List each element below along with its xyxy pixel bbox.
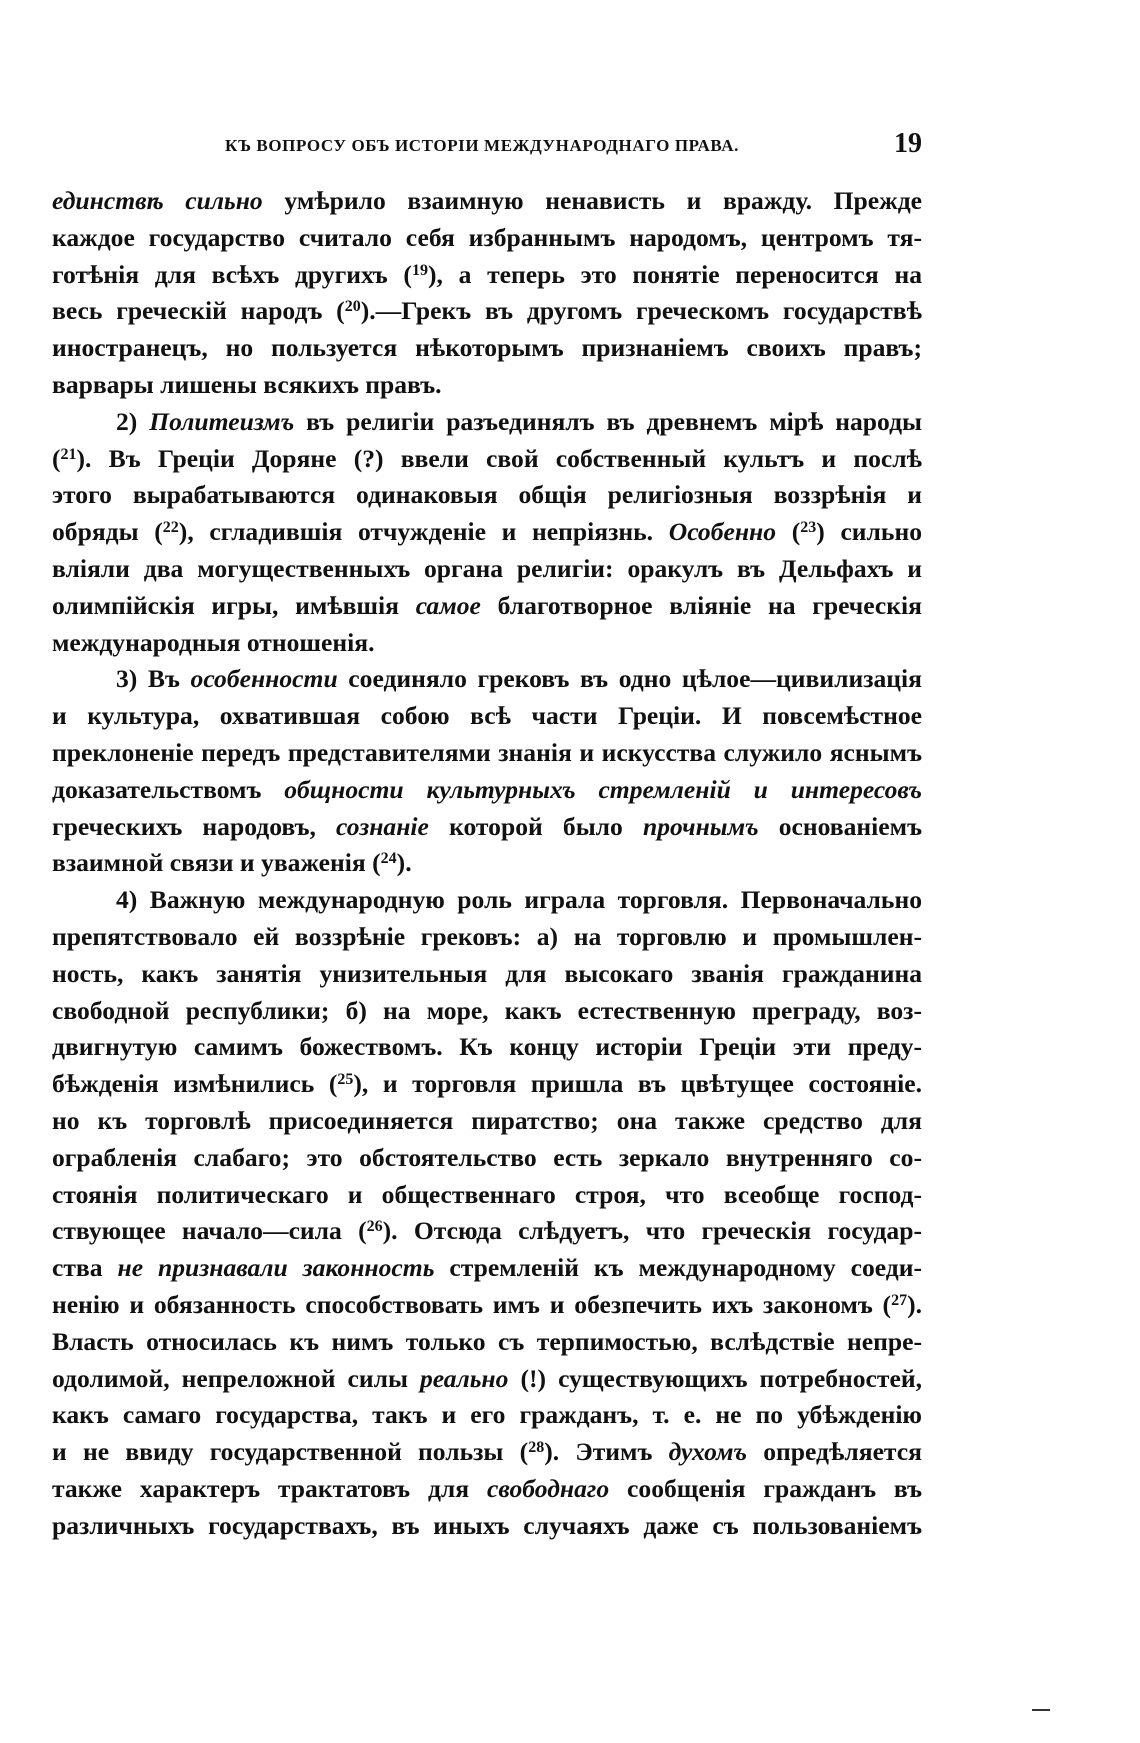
- text-run: ).: [396, 848, 412, 878]
- footnote-ref: 28: [528, 1439, 545, 1457]
- emphasis: Политеизмъ: [149, 406, 295, 436]
- page-number: 19: [894, 128, 922, 159]
- text-run: (: [52, 443, 61, 473]
- text-run: которой было: [428, 811, 643, 841]
- text-run: взаимной связи и уваженія (: [52, 848, 381, 878]
- footnote-ref: 25: [337, 1071, 354, 1089]
- emphasis: общности культурныхъ стремленій и интересовъ: [284, 774, 922, 804]
- text-run: ), и торговля пришла въ цвѣтущее состояніе.: [353, 1069, 922, 1099]
- running-head-title: КЪ ВОПРОСУ ОБЪ ИСТОРІИ МЕЖДУНАРОДНАГО ПРАВА.: [225, 136, 739, 155]
- text-line: [52, 661, 922, 698]
- running-head: [52, 128, 922, 168]
- text-run: ства: [52, 1253, 118, 1283]
- text-line: ность, какъ занятія унизительныя для высокаго званія гражданина: [52, 958, 922, 988]
- text-line: [52, 1066, 922, 1103]
- footnote-ref: 20: [344, 298, 361, 316]
- text-line: международныя отношенія.: [52, 627, 375, 657]
- text-line: преклоненіе передъ представителями знанія и искусства служило яснымъ: [52, 737, 922, 767]
- scan-mark: [1032, 1709, 1050, 1711]
- paragraph-4: [52, 882, 922, 1544]
- text-line: [52, 441, 922, 478]
- text-line: двигнутую самимъ божествомъ. Къ концу исторіи Греціи эти преду-: [52, 1032, 922, 1062]
- text-run: стремленій къ международному соеди-: [434, 1253, 922, 1283]
- text-line: ограбленія слабаго; это обстоятельство есть зеркало внутренняго со-: [52, 1142, 922, 1172]
- text-line: этого вырабатываются одинаковыя общія религіозныя воззрѣнія и: [52, 480, 922, 510]
- text-run: основаніемъ: [758, 811, 923, 841]
- text-line: [52, 1250, 922, 1287]
- emphasis: не признавали законность: [117, 1253, 435, 1283]
- text-line: [52, 257, 922, 294]
- text-run: готѣнія для всѣхъ другихъ (: [52, 259, 412, 289]
- footnote-ref: 27: [891, 1291, 908, 1309]
- text-line: [52, 845, 922, 882]
- text-line: но къ торговлѣ присоединяется пиратство; она также средство для: [52, 1105, 922, 1135]
- text-run: въ религіи разъединялъ въ древнемъ мірѣ народы: [294, 406, 923, 436]
- text-line: вліяли два могущественныхъ органа религіи: оракулъ въ Дельфахъ и: [52, 553, 922, 583]
- text-run: обряды (: [52, 517, 163, 547]
- footnote-ref: 23: [800, 519, 817, 537]
- text-line: [52, 293, 922, 330]
- text-line: [52, 1287, 922, 1324]
- emphasis: единствѣ сильно: [52, 186, 263, 215]
- emphasis: самое: [415, 590, 481, 620]
- text-line: иностранецъ, но пользуется нѣкоторымъ признаніемъ своихъ правъ;: [52, 333, 922, 363]
- text-run: ствующее начало—сила (: [52, 1216, 367, 1246]
- text-run: (!) существующихъ потребностей,: [508, 1363, 922, 1393]
- body-text: [52, 183, 922, 1544]
- text-run: ).—Грекъ въ другомъ греческомъ государствѣ: [360, 296, 922, 326]
- paragraph-1: [52, 183, 922, 404]
- text-line: [52, 588, 922, 625]
- text-line: [52, 183, 922, 220]
- emphasis: свободнаго: [487, 1473, 610, 1503]
- paragraph-2: [52, 404, 922, 662]
- emphasis: духомъ: [668, 1437, 748, 1467]
- text-line: свободной республики; б) на море, какъ естественную преграду, воз-: [52, 995, 922, 1025]
- text-line: [52, 1471, 922, 1508]
- text-run: ). Этимъ: [544, 1437, 669, 1467]
- text-run: (: [776, 517, 801, 547]
- text-run: сообщенія гражданъ въ: [609, 1473, 922, 1503]
- text-line: какъ самаго государства, такъ и его гражданъ, т. е. не по убѣжденію: [52, 1400, 922, 1430]
- emphasis: прочнымъ: [643, 811, 759, 841]
- text-run: благотворное вліяніе на греческія: [480, 590, 922, 620]
- text-run: доказательствомъ: [52, 774, 285, 804]
- footnote-ref: 21: [60, 445, 77, 463]
- text-run: 3) Въ: [116, 664, 191, 694]
- text-run: одолимой, непреложной силы: [52, 1363, 420, 1393]
- emphasis: реально: [419, 1363, 509, 1393]
- text-line: различныхъ государствахъ, въ иныхъ случаяхъ даже съ пользованіемъ: [52, 1510, 922, 1540]
- text-line: [52, 404, 922, 441]
- text-line: препятствовало ей воззрѣніе грековъ: а) на торговлю и промышлен-: [52, 921, 922, 951]
- text-line: [52, 514, 922, 551]
- text-run: умѣрило взаимную ненависть и вражду. Прежде: [262, 186, 923, 215]
- text-run: олимпійскія игры, имѣвшія: [52, 590, 416, 620]
- text-run: ненію и обязанность способствовать имъ и обезпечить ихъ закономъ (: [52, 1289, 892, 1319]
- text-line: 4) Важную международную роль играла торговля. Первоначально: [116, 885, 922, 915]
- footnote-ref: 24: [380, 850, 397, 868]
- text-line: каждое государство считало себя избраннымъ народомъ, центромъ тя-: [52, 222, 922, 252]
- text-line: и культура, охватившая собою всѣ части Греціи. И повсемѣстное: [52, 701, 922, 731]
- text-run: весь греческій народъ (: [52, 296, 345, 326]
- emphasis: Особенно: [668, 517, 777, 547]
- footnote-ref: 26: [366, 1218, 383, 1236]
- text-line: варвары лишены всякихъ правъ.: [52, 369, 442, 399]
- text-run: и не ввиду государственной пользы (: [52, 1437, 529, 1467]
- text-run: ), сгладившія отчужденіе и непріязнь.: [178, 517, 669, 547]
- text-line: Власть относилась къ нимъ только съ терпимостью, вслѣдствіе непре-: [52, 1326, 922, 1356]
- text-run: ) сильно: [816, 517, 922, 547]
- text-line: [52, 1213, 922, 1250]
- text-run: греческихъ народовъ,: [52, 811, 337, 841]
- text-line: [52, 772, 922, 809]
- text-run: также характеръ трактатовъ для: [52, 1473, 488, 1503]
- text-run: бѣжденія измѣнились (: [52, 1069, 338, 1099]
- text-run: ), а теперь это понятіе переносится на: [427, 259, 922, 289]
- text-run: соединяло грековъ въ одно цѣлое—цивилизація: [337, 664, 923, 694]
- footnote-ref: 19: [411, 261, 428, 279]
- text-run: опредѣляется: [747, 1437, 923, 1467]
- text-run: ).: [907, 1289, 922, 1319]
- text-run: 2): [116, 406, 150, 436]
- paragraph-3: [52, 661, 922, 882]
- text-line: [52, 1434, 922, 1471]
- text-run: ). Отсюда слѣдуетъ, что греческія государ-: [382, 1216, 922, 1246]
- text-line: [52, 809, 922, 846]
- text-run: ). Въ Греціи Доряне (?) ввели свой собственный культъ и послѣ: [76, 443, 922, 473]
- footnote-ref: 22: [162, 519, 179, 537]
- emphasis: сознаніе: [336, 811, 429, 841]
- emphasis: особенности: [190, 664, 338, 694]
- text-line: [52, 1361, 922, 1398]
- text-line: стоянія политическаго и общественнаго строя, что всеобще господ-: [52, 1179, 922, 1209]
